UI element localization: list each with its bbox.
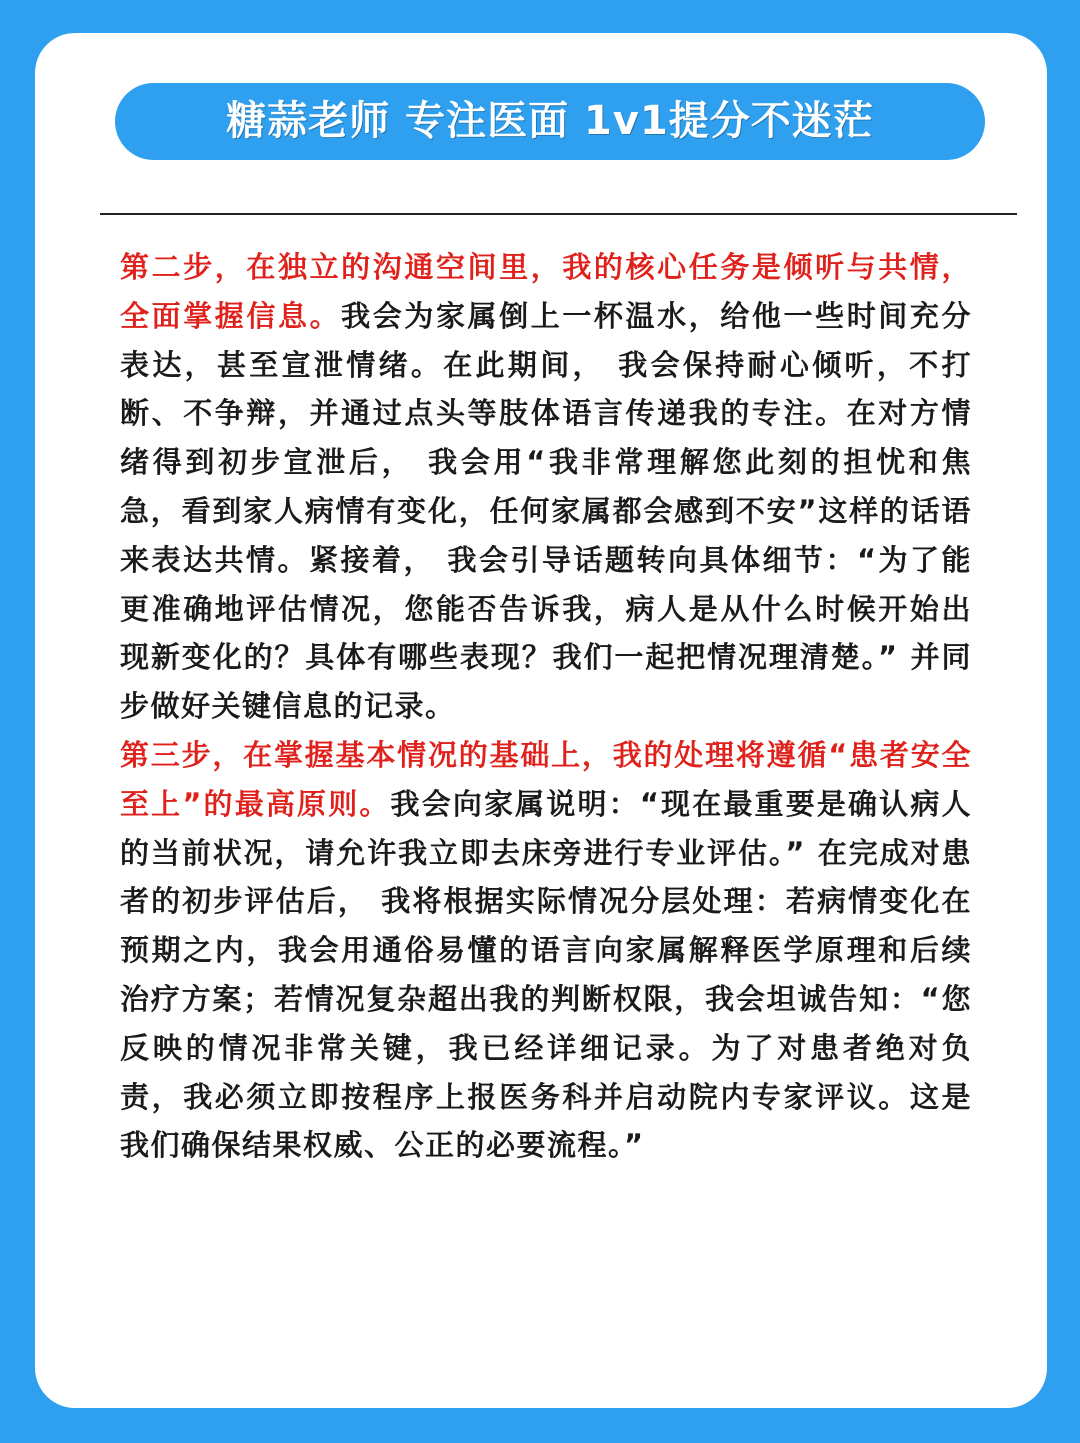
content-card: [35, 33, 1047, 1408]
step-three-highlight: 第三步，在掌握基本情况的基础上，我的处理将遵循“患者安全至上”的最高原则。: [120, 737, 972, 821]
step-two-highlight: 第二步，在独立的沟通空间里，我的核心任务是倾听与共情，全面掌握信息。: [120, 250, 972, 333]
step-three-text: 我会向家属说明：“现在最重要是确认病人的当前状况，请允许我立即去床旁进行专业评估。” 在完成对患者的初步评估后， 我将根据实际情况分层处理：若病情变化在预期之内，我会用通俗易懂的语言向家属解释医学原理和后续治疗方案；若情况复杂超出我的判断权限，我会坦诚告知：“您反映的情况非常关键，我已经详细记录。为了对患者绝对负责，我必须立即按程序上报医务科并启动院内专家评议。这是我们确保结果权威、公正的必要流程。”: [120, 786, 973, 1163]
paragraph-step-three: [120, 731, 972, 1170]
step-two-text: 我会为家属倒上一杯温水，给他一些时间充分表达，甚至宣泄情绪。在此期间， 我会保持耐心倾听，不打断、不争辩，并通过点头等肢体语言传递我的专注。在对方情绪得到初步宣泄后， 我会用“我非常理解您此刻的担忧和焦急，看到家人病情有变化，任何家属都会感到不安”这样的话语来表达共情。紧接着， 我会引导话题转向具体细节：“为了能更准确地评估情况，您能否告诉我，病人是从什么时候开始出现新变化的？具体有哪些表现？我们一起把情况理清楚。” 并同步做好关键信息的记录。: [120, 298, 972, 724]
divider-line: [100, 213, 1017, 215]
article-body: [120, 243, 972, 1170]
title-banner: 糖蒜老师 专注医面 1v1提分不迷茫: [115, 83, 985, 160]
paragraph-step-two: [120, 243, 972, 731]
